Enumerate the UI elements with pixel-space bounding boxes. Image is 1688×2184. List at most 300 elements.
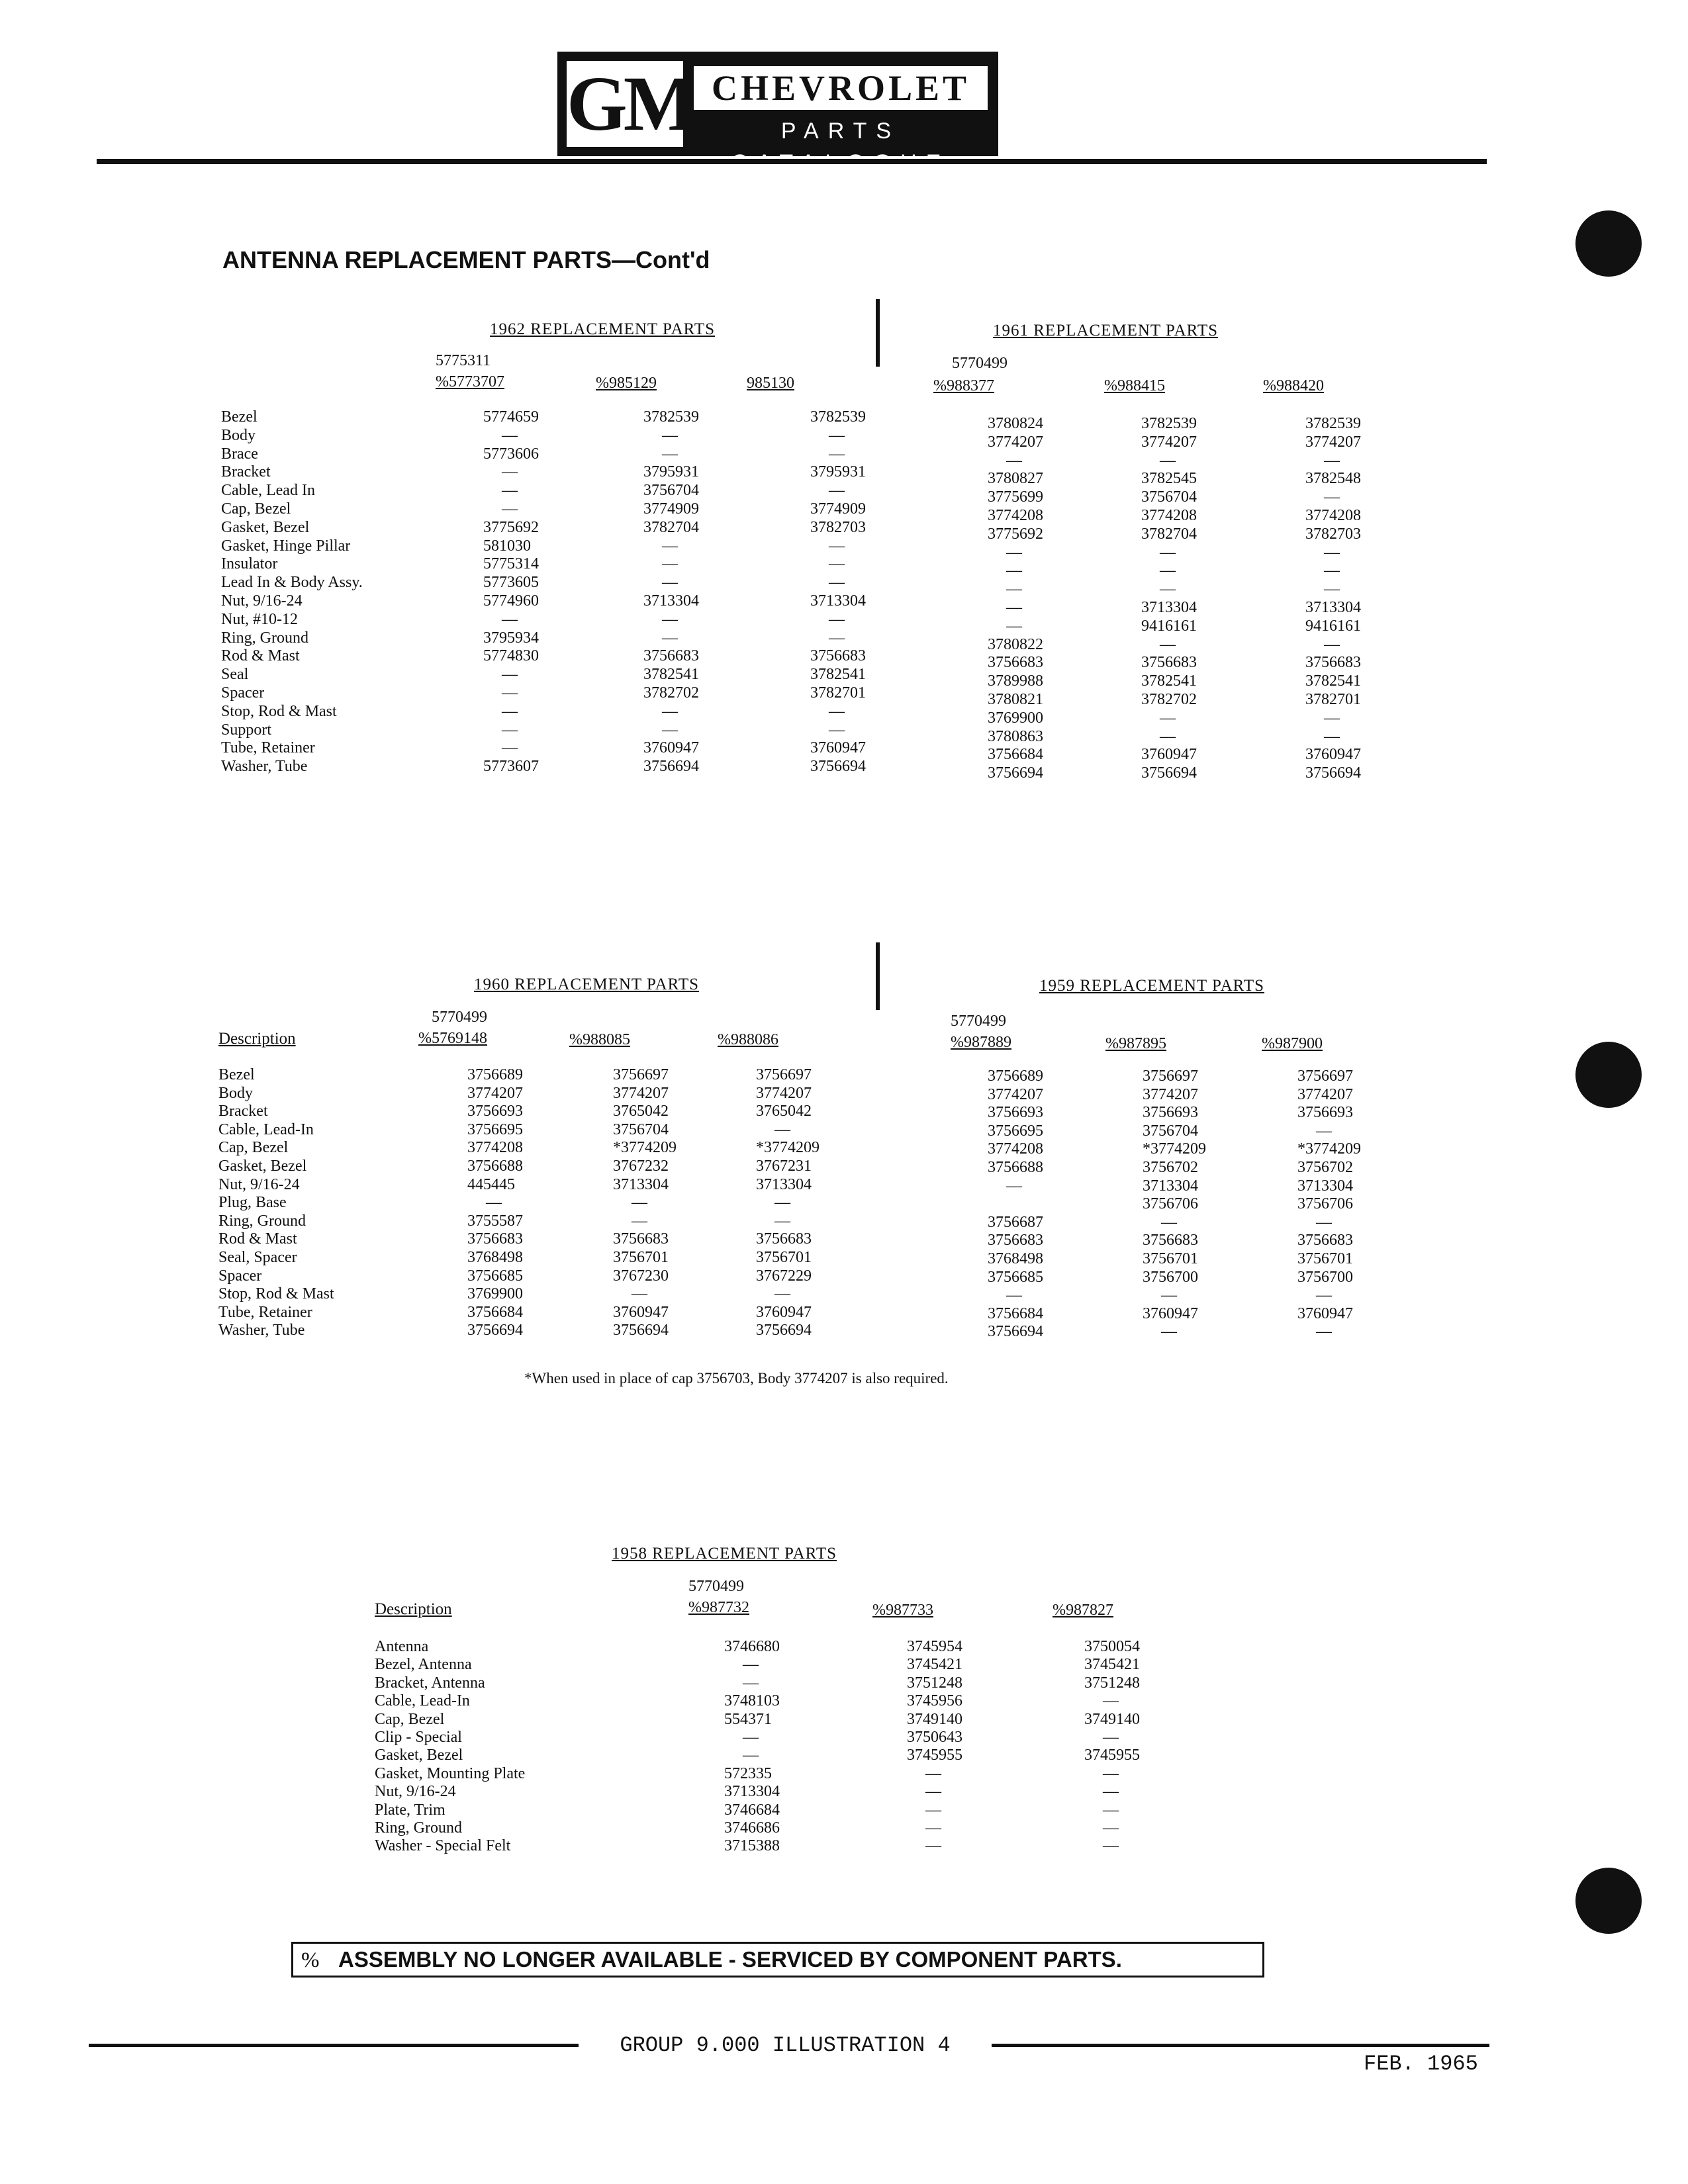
part-number-cell: 3775692 (483, 518, 539, 536)
part-description: Plug, Base (218, 1194, 287, 1212)
part-number-cell: 3756694 (467, 1322, 523, 1340)
part-number-cell: — (1160, 709, 1176, 727)
part-description: Bezel (218, 1066, 255, 1083)
part-description: Tube, Retainer (218, 1303, 312, 1321)
part-number-cell: 3775699 (988, 488, 1043, 506)
part-number-cell: — (1006, 543, 1022, 561)
part-number-cell: 3756694 (810, 758, 866, 776)
column-header: %987889 (951, 1034, 1011, 1051)
part-description: Washer, Tube (221, 758, 308, 776)
part-number-cell: — (502, 482, 518, 500)
part-number-cell: 3713304 (613, 1175, 669, 1193)
part-number-cell: 3756697 (756, 1066, 812, 1083)
part-number-cell: — (1006, 580, 1022, 598)
part-number-cell: 3715388 (724, 1837, 780, 1855)
part-number-cell: 3746686 (724, 1819, 780, 1837)
part-number-cell: 3746680 (724, 1638, 780, 1655)
part-number-cell: 3782541 (643, 666, 699, 684)
part-number-cell: — (1160, 580, 1176, 598)
part-number-cell: 3782539 (643, 408, 699, 426)
part-number-cell: 3756683 (1143, 1232, 1198, 1250)
part-number-cell: 3782541 (810, 666, 866, 684)
part-number-cell: 3765042 (756, 1103, 812, 1120)
part-number-cell: — (743, 1674, 759, 1692)
part-number-cell: 3756689 (988, 1068, 1043, 1085)
part-number-cell: 3760947 (643, 739, 699, 757)
part-number-cell: — (925, 1783, 941, 1801)
part-number-cell: 3774909 (643, 500, 699, 518)
part-number-cell: 3756683 (643, 647, 699, 665)
part-number-cell: 3713304 (1141, 599, 1197, 616)
binder-hole-top (1575, 210, 1642, 277)
part-number-cell: — (662, 702, 678, 720)
part-number-cell: — (1316, 1122, 1332, 1140)
part-number-cell: 3756683 (613, 1230, 669, 1248)
part-number-cell: — (1103, 1837, 1119, 1855)
part-number-cell: 3782702 (1141, 691, 1197, 708)
part-number-cell: — (662, 629, 678, 647)
part-number-cell: 3713304 (643, 592, 699, 610)
part-number-cell: 3756706 (1143, 1195, 1198, 1213)
table-title: 1962 REPLACEMENT PARTS (490, 320, 716, 338)
part-number-cell: — (1006, 562, 1022, 580)
part-number-cell: 3760947 (1143, 1304, 1198, 1322)
part-number-cell: 3756685 (988, 1268, 1043, 1286)
column-header: %988085 (569, 1031, 630, 1048)
part-number-cell: 3774207 (467, 1084, 523, 1102)
part-number-cell: — (829, 629, 845, 647)
part-number-cell: 3774207 (1143, 1085, 1198, 1103)
notice-text: ASSEMBLY NO LONGER AVAILABLE - SERVICED BY COMPONENT PARTS. (338, 1947, 1122, 1972)
part-number-cell: 3756694 (1141, 764, 1197, 782)
part-number-cell: 3756694 (613, 1322, 669, 1340)
part-number-cell: 3756704 (1141, 488, 1197, 506)
part-number-cell: — (1006, 617, 1022, 635)
part-number-cell: 3768498 (988, 1250, 1043, 1267)
part-number-cell: — (502, 702, 518, 720)
part-number-cell: 445445 (467, 1175, 515, 1193)
page-title: ANTENNA REPLACEMENT PARTS—Cont'd (222, 246, 710, 273)
part-number-cell: 3780824 (988, 415, 1043, 432)
part-number-cell: — (662, 574, 678, 592)
part-number-cell: 3789988 (988, 672, 1043, 690)
part-number-cell: — (1103, 1692, 1119, 1710)
part-number-cell: 3748103 (724, 1692, 780, 1710)
part-number-cell: 3756701 (613, 1249, 669, 1266)
part-description: Cable, Lead-In (375, 1692, 470, 1710)
part-number-cell: 3774208 (467, 1139, 523, 1157)
part-number-cell: 3756702 (1143, 1159, 1198, 1176)
part-number-cell: 3756694 (988, 764, 1043, 782)
part-number-cell: — (1103, 1764, 1119, 1782)
part-number-cell: 3782703 (1305, 525, 1361, 543)
part-number-cell: 3756684 (467, 1303, 523, 1321)
part-number-cell: 3713304 (1143, 1177, 1198, 1195)
part-number-cell: 3745421 (1084, 1656, 1140, 1674)
part-number-cell: 3767229 (756, 1267, 812, 1285)
part-number-cell: 9416161 (1305, 617, 1361, 635)
part-number-cell: 3760947 (613, 1303, 669, 1321)
part-number-cell: 3774208 (988, 1140, 1043, 1158)
part-description: Seal, Spacer (218, 1249, 297, 1266)
part-number-cell: 581030 (483, 537, 531, 555)
part-number-cell: 5774659 (483, 408, 539, 426)
part-number-cell: 3756695 (988, 1122, 1043, 1140)
part-description: Gasket, Bezel (218, 1158, 307, 1175)
part-number-cell: 3756700 (1297, 1268, 1353, 1286)
part-number-cell: — (502, 739, 518, 757)
part-number-cell: 3774207 (613, 1084, 669, 1102)
part-number-cell: — (662, 445, 678, 463)
part-description: Nut, 9/16-24 (218, 1175, 300, 1193)
part-number-cell: 3782545 (1141, 470, 1197, 488)
part-number-cell: 3756704 (643, 482, 699, 500)
part-number-cell: 3774207 (756, 1084, 812, 1102)
part-description: Gasket, Bezel (221, 518, 310, 536)
part-number-cell: — (662, 555, 678, 573)
part-description: Rod & Mast (221, 647, 300, 665)
part-description: Bracket (221, 463, 271, 481)
part-number-cell: 3756693 (467, 1103, 523, 1120)
part-number-cell: 5773606 (483, 445, 539, 463)
part-number-cell: 3782701 (810, 684, 866, 702)
part-description: Cable, Lead-In (218, 1120, 314, 1138)
part-number-cell: — (1161, 1213, 1177, 1231)
part-number-cell: 3756697 (1297, 1068, 1353, 1085)
part-number-cell: 3768498 (467, 1249, 523, 1266)
part-description: Seal (221, 666, 249, 684)
part-number-cell: 3780827 (988, 470, 1043, 488)
part-number-cell: 3756684 (988, 1304, 1043, 1322)
part-number-cell: 3756697 (1143, 1068, 1198, 1085)
part-description: Ring, Ground (375, 1819, 462, 1837)
part-number-cell: 3756688 (988, 1159, 1043, 1176)
part-number-cell: 3782701 (1305, 691, 1361, 708)
part-number-cell: — (925, 1837, 941, 1855)
part-number-cell: — (632, 1194, 647, 1212)
part-number-cell: — (662, 426, 678, 444)
part-description: Body (218, 1084, 254, 1102)
part-number-cell: — (925, 1819, 941, 1837)
column-header: %988415 (1104, 377, 1165, 394)
part-number-cell: 3756697 (613, 1066, 669, 1083)
footer-group-label: GROUP 9.000 ILLUSTRATION 4 (620, 2033, 951, 2058)
part-number-cell: 3751248 (907, 1674, 962, 1692)
part-number-cell: 3745955 (1084, 1747, 1140, 1764)
part-description: Nut, 9/16-24 (375, 1783, 456, 1801)
part-number-cell: 3745956 (907, 1692, 962, 1710)
part-number-cell: 3774207 (988, 433, 1043, 451)
column-header: %988086 (718, 1031, 778, 1048)
part-number-cell: 3795934 (483, 629, 539, 647)
part-description: Plate, Trim (375, 1801, 445, 1819)
part-number-cell: 3746684 (724, 1801, 780, 1819)
part-number-cell: — (1161, 1287, 1177, 1304)
column-header: %5773707 (436, 373, 504, 390)
part-number-cell: 3780821 (988, 691, 1043, 708)
part-number-cell: *3774209 (756, 1139, 820, 1157)
part-number-cell: 3756693 (1297, 1104, 1353, 1122)
part-number-cell: — (502, 666, 518, 684)
part-number-cell: — (1324, 709, 1340, 727)
part-number-cell: 3750054 (1084, 1638, 1140, 1655)
part-number-cell: 3756685 (467, 1267, 523, 1285)
notice-symbol: % (301, 1948, 320, 1972)
part-number-cell: — (502, 426, 518, 444)
column-header: 985130 (747, 375, 794, 392)
part-number-cell: — (1103, 1729, 1119, 1746)
part-number-cell: — (502, 610, 518, 628)
part-number-cell: — (829, 702, 845, 720)
part-number-cell: — (1160, 543, 1176, 561)
footer-rule-left (89, 2044, 579, 2047)
part-number-cell: 3782539 (810, 408, 866, 426)
part-number-cell: — (502, 500, 518, 518)
part-number-cell: 3774207 (1297, 1085, 1353, 1103)
part-number-cell: 3760947 (756, 1303, 812, 1321)
part-number-cell: 5774960 (483, 592, 539, 610)
column-header: %987732 (688, 1599, 749, 1616)
part-number-cell: 3756683 (756, 1230, 812, 1248)
part-number-cell: 554371 (724, 1710, 772, 1728)
part-number-cell: 3745954 (907, 1638, 962, 1655)
part-number-cell: 3756683 (1141, 654, 1197, 672)
part-number-cell: 3749140 (1084, 1710, 1140, 1728)
column-header: %987900 (1262, 1035, 1323, 1052)
part-description: Lead In & Body Assy. (221, 574, 363, 592)
part-description: Nut, #10-12 (221, 610, 298, 628)
column-header: %987895 (1105, 1035, 1166, 1052)
column-divider-middle (876, 942, 880, 1010)
part-number-cell: 3756694 (1305, 764, 1361, 782)
brand-name: CHEVROLET (694, 66, 988, 110)
table-title: 1958 REPLACEMENT PARTS (612, 1545, 837, 1563)
part-number-cell: 5774830 (483, 647, 539, 665)
part-description: Cap, Bezel (221, 500, 291, 518)
part-description: Spacer (221, 684, 265, 702)
part-number-cell: — (1006, 1287, 1022, 1304)
part-number-cell: 3751248 (1084, 1674, 1140, 1692)
part-number-cell: *3774209 (1297, 1140, 1361, 1158)
part-number-cell: — (632, 1285, 647, 1303)
part-number-cell: — (632, 1212, 647, 1230)
table-title: 1961 REPLACEMENT PARTS (993, 322, 1219, 340)
part-number-cell: 3713304 (756, 1175, 812, 1193)
table-title: 1959 REPLACEMENT PARTS (1039, 977, 1265, 995)
part-number-cell: 3795931 (810, 463, 866, 481)
part-number-cell: 3756684 (988, 746, 1043, 764)
part-number-cell: 3756704 (1143, 1122, 1198, 1140)
part-number-cell: — (1103, 1819, 1119, 1837)
part-description: Antenna (375, 1638, 429, 1655)
part-number-cell: — (1160, 727, 1176, 745)
column-divider-top (876, 299, 880, 367)
part-number-cell: — (1103, 1801, 1119, 1819)
part-number-cell: — (743, 1656, 759, 1674)
footnote: *When used in place of cap 3756703, Body 3774207 is also required. (524, 1370, 949, 1387)
part-description: Clip - Special (375, 1729, 462, 1746)
gm-chevrolet-logo (557, 52, 998, 156)
column-header: %988420 (1263, 377, 1324, 394)
column-header: %985129 (596, 375, 657, 392)
column-header: %988377 (933, 377, 994, 394)
part-description: Ring, Ground (221, 629, 308, 647)
part-number-cell: 5773607 (483, 758, 539, 776)
part-number-cell: 3774207 (1141, 433, 1197, 451)
column-header-supplement: 5770499 (688, 1578, 744, 1595)
part-number-cell: — (829, 426, 845, 444)
part-number-cell: — (829, 721, 845, 739)
part-number-cell: 3756683 (810, 647, 866, 665)
binder-hole-bottom (1575, 1868, 1642, 1934)
part-number-cell: 3767230 (613, 1267, 669, 1285)
part-number-cell: 5773605 (483, 574, 539, 592)
part-number-cell: — (502, 721, 518, 739)
part-number-cell: 3713304 (810, 592, 866, 610)
part-number-cell: — (1006, 1177, 1022, 1195)
part-number-cell: *3774209 (613, 1139, 677, 1157)
part-description: Gasket, Bezel (375, 1747, 463, 1764)
part-number-cell: — (1324, 635, 1340, 653)
part-number-cell: — (1324, 580, 1340, 598)
part-number-cell: — (829, 537, 845, 555)
part-number-cell: — (1324, 451, 1340, 469)
part-number-cell: — (1324, 543, 1340, 561)
part-description: Bezel (221, 408, 258, 426)
part-number-cell: 3774208 (1141, 507, 1197, 524)
part-number-cell: 3782704 (643, 518, 699, 536)
table-title: 1960 REPLACEMENT PARTS (474, 976, 700, 993)
part-number-cell: 3756701 (756, 1249, 812, 1266)
part-number-cell: — (774, 1212, 790, 1230)
availability-notice (291, 1942, 1264, 1978)
part-number-cell: 3765042 (613, 1103, 669, 1120)
part-number-cell: 3756688 (467, 1158, 523, 1175)
part-number-cell: 3756694 (988, 1323, 1043, 1341)
footer-rule-right (992, 2044, 1489, 2047)
part-number-cell: — (829, 574, 845, 592)
part-description: Bracket (218, 1103, 268, 1120)
part-number-cell: 3767232 (613, 1158, 669, 1175)
description-header: Description (218, 1030, 296, 1048)
part-number-cell: 3769900 (988, 709, 1043, 727)
column-header: %987827 (1053, 1602, 1113, 1619)
part-number-cell: 3782703 (810, 518, 866, 536)
part-number-cell: 9416161 (1141, 617, 1197, 635)
part-number-cell: 3760947 (1305, 746, 1361, 764)
part-number-cell: 3760947 (810, 739, 866, 757)
part-number-cell: 3713304 (724, 1783, 780, 1801)
part-description: Bezel, Antenna (375, 1656, 472, 1674)
part-number-cell: 3782541 (1141, 672, 1197, 690)
part-description: Cap, Bezel (218, 1139, 289, 1157)
part-number-cell: — (925, 1801, 941, 1819)
part-number-cell: — (743, 1747, 759, 1764)
part-number-cell: 3756702 (1297, 1159, 1353, 1176)
part-number-cell: 3782548 (1305, 470, 1361, 488)
part-number-cell: 3782539 (1141, 415, 1197, 432)
part-number-cell: 3756683 (1305, 654, 1361, 672)
part-description: Body (221, 426, 256, 444)
catalogue-label: PARTS (780, 118, 901, 144)
part-number-cell: — (1316, 1323, 1332, 1341)
part-number-cell: — (1316, 1287, 1332, 1304)
column-header: %987733 (872, 1602, 933, 1619)
part-number-cell: 3760947 (1297, 1304, 1353, 1322)
part-number-cell: 3755587 (467, 1212, 523, 1230)
column-header-supplement: 5770499 (432, 1009, 487, 1026)
part-number-cell: — (829, 445, 845, 463)
part-description: Bracket, Antenna (375, 1674, 485, 1692)
part-number-cell: — (1006, 599, 1022, 616)
part-number-cell: — (774, 1120, 790, 1138)
part-description: Gasket, Mounting Plate (375, 1764, 526, 1782)
part-number-cell: 3774207 (1305, 433, 1361, 451)
part-number-cell: — (774, 1194, 790, 1212)
part-number-cell: — (486, 1194, 502, 1212)
part-number-cell: 3745955 (907, 1747, 962, 1764)
part-number-cell: — (1160, 635, 1176, 653)
part-number-cell: 3756683 (1297, 1232, 1353, 1250)
part-number-cell: — (1006, 451, 1022, 469)
part-number-cell: 3756695 (467, 1120, 523, 1138)
part-number-cell: 3756694 (643, 758, 699, 776)
column-header-supplement: 5775311 (436, 352, 491, 369)
part-number-cell: — (925, 1764, 941, 1782)
part-number-cell: 5775314 (483, 555, 539, 573)
part-number-cell: 3749140 (907, 1710, 962, 1728)
part-number-cell: 572335 (724, 1764, 772, 1782)
part-number-cell: 3750643 (907, 1729, 962, 1746)
part-number-cell: — (662, 721, 678, 739)
part-description: Nut, 9/16-24 (221, 592, 303, 610)
part-number-cell: 3780863 (988, 727, 1043, 745)
column-header-supplement: 5770499 (951, 1013, 1006, 1030)
part-number-cell: 3774207 (988, 1085, 1043, 1103)
part-number-cell: — (829, 482, 845, 500)
part-description: Cable, Lead In (221, 482, 315, 500)
part-number-cell: — (662, 610, 678, 628)
part-number-cell: 3774208 (1305, 507, 1361, 524)
footer-date: FEB. 1965 (1364, 2052, 1478, 2076)
part-number-cell: — (829, 610, 845, 628)
column-header-supplement: 5770499 (952, 355, 1008, 372)
part-description: Tube, Retainer (221, 739, 315, 757)
part-number-cell: 3756701 (1297, 1250, 1353, 1267)
part-description: Rod & Mast (218, 1230, 297, 1248)
part-description: Gasket, Hinge Pillar (221, 537, 351, 555)
part-number-cell: 3756700 (1143, 1268, 1198, 1286)
part-number-cell: — (1324, 727, 1340, 745)
part-number-cell: — (1316, 1213, 1332, 1231)
part-number-cell: 3713304 (1297, 1177, 1353, 1195)
part-number-cell: 3775692 (988, 525, 1043, 543)
part-number-cell: 3756693 (1143, 1104, 1198, 1122)
part-number-cell: 3782702 (643, 684, 699, 702)
part-number-cell: 3756706 (1297, 1195, 1353, 1213)
part-number-cell: 3760947 (1141, 746, 1197, 764)
part-description: Support (221, 721, 272, 739)
part-description: Washer - Special Felt (375, 1837, 511, 1855)
part-number-cell: 3756701 (1143, 1250, 1198, 1267)
part-number-cell: — (502, 684, 518, 702)
part-number-cell: — (1160, 562, 1176, 580)
part-description: Spacer (218, 1267, 262, 1285)
part-description: Washer, Tube (218, 1322, 305, 1340)
part-number-cell: 3782704 (1141, 525, 1197, 543)
part-description: Brace (221, 445, 258, 463)
description-header: Description (375, 1600, 452, 1618)
